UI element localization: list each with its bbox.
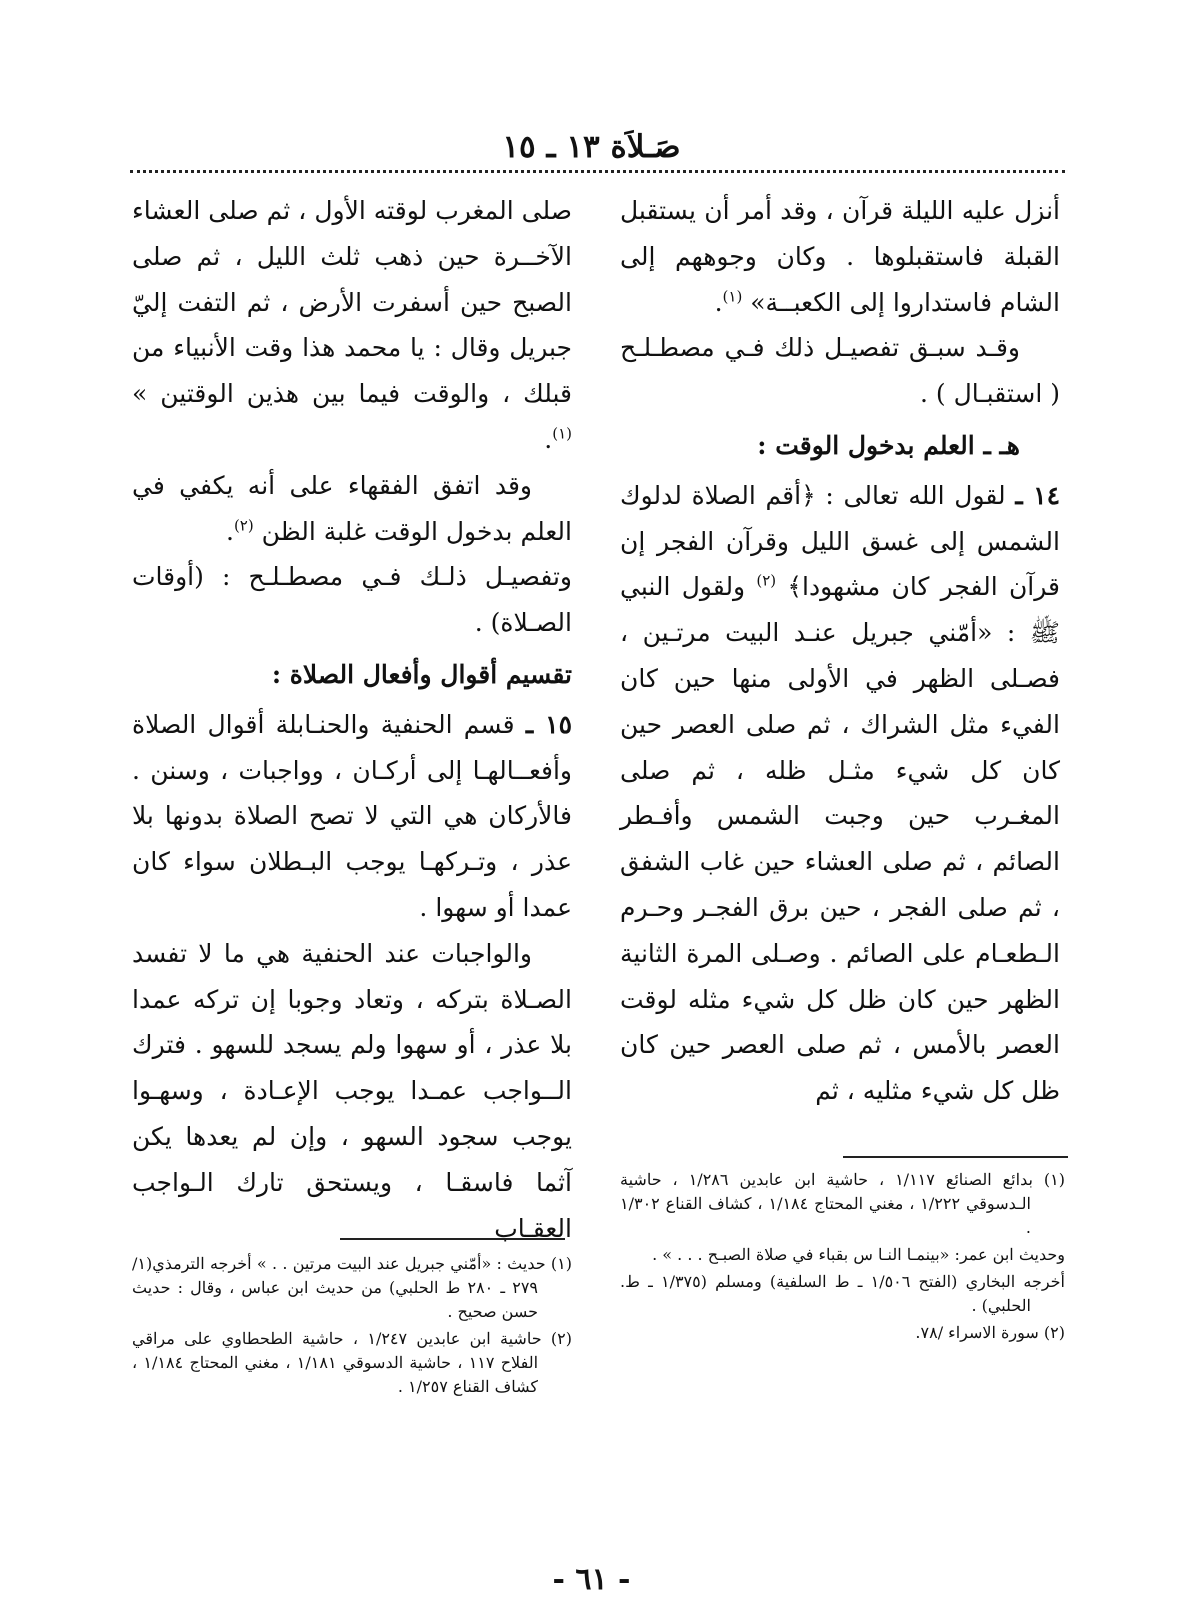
footnote-ref: (٢) — [756, 572, 777, 591]
section-heading: تقسيم أقوال وأفعال الصلاة : — [271, 659, 572, 689]
footnote: وحديث ابن عمر: «بينمـا النـا س بقباء في صلاة الصبـح . . . » . — [652, 1245, 1065, 1264]
footnote-rule — [340, 1238, 565, 1240]
section-number: ١٥ ـ — [525, 709, 573, 739]
paragraph — [132, 463, 572, 555]
paragraph: والواجبات عند الحنفية هي ما لا تفسد الصـلاة بتركه ، وتعاد وجوبا إن تركه عمدا بلا عذر ، أو سهوا ولم يسجد للسهو . فترك الــواجب عمـدا يوجب الإعـادة ، وسهـوا يوجب سجود السهو ، وإن لم يعدها يكن آثما فاسقـا ، ويستحق تارك الـواجب العقـاب — [132, 938, 572, 1243]
paragraph-text: أنزل عليه الليلة قرآن ، وقد أمر أن يستقبل القبلة فاستقبلوها . وكان وجوههم إلى الشام فاستداروا إلى الكعبــة» — [620, 196, 1060, 317]
section-heading: هـ ـ العلم بدخول الوقت : — [757, 430, 1020, 460]
footnote: أخرجه البخاري (الفتح ١/٥٠٦ ـ ط السلفية) ومسلم (١/٣٧٥ ـ ط. الحلبي) . — [620, 1272, 1065, 1315]
section-text: قسم الحنفية والحنـابلة أقوال الصلاة وأفعــالهـا إلى أركـان ، وواجبات ، وسنن . فالأركان هي التي لا تصح الصلاة بدونها بلا عذر ، وتـركهـا يوجب البـطلان سواء كان عمدا أو سهوا . — [132, 709, 572, 922]
footnote-rule — [843, 1156, 1068, 1158]
paragraph: وتفصيـل ذلـك فـي مصطـلـح : (أوقات الصـلاة) . — [132, 562, 572, 638]
footnote-ref: (١) — [552, 424, 572, 443]
section-text: ولقول النبي ﷺ : «أمّني جبريل عنـد البيت مرتـين ، فصـلى الظهر في الأولى منها حين كان الفيء مثل الشراك ، ثم صلى العصر حين كان كل شيء مثـل ظله ، ثم صلى المغـرب حين وجبت الشمس وأفـطر الصائم ، ثم صلى العشاء حين غاب الشفق ، ثم صلى الفجر ، حين برق الفجـر وحـرم الـطعـام على الصائم . وصـلى المرة الثانية الظهر حين كان ظل كل شيء مثله لوقت العصر بالأمس ، ثم صلى العصر حين كان ظل كل شيء مثليه ، ثم — [620, 572, 1060, 1106]
section-text: لقول الله تعالى : ﴿أقم الصلاة لدلوك الشمس إلى غسق الليل وقرآن الفجر إن قرآن الفجر كان مشهودا﴾ — [620, 480, 1060, 602]
footnote-ref: (٢) — [233, 516, 254, 535]
paragraph — [132, 188, 572, 463]
left-column — [132, 188, 572, 1251]
footnotes-right — [620, 1168, 1065, 1348]
paragraph: وقـد سبـق تفصيـل ذلك فـي مصطـلـح ( استقبـال ) . — [620, 333, 1060, 409]
footnotes-left — [132, 1252, 572, 1402]
paragraph-text: وقد اتفق الفقهاء على أنه يكفي في العلم بدخول الوقت غلبة الظن — [132, 470, 572, 546]
section-15 — [132, 702, 572, 931]
paragraph — [620, 188, 1060, 325]
paragraph-end: . — [544, 424, 553, 454]
section-14 — [620, 473, 1060, 1114]
footnote: (١) حديث : «أمّني جبريل عند البيت مرتين . . » أخرجه الترمذي(١/ ٢٧٩ ـ ٢٨٠ ط الحلبي) من حديث ابن عباس ، وقال : حديث حسن صحيح . — [132, 1254, 572, 1321]
footnote: (٢) حاشية ابن عابدين ١/٢٤٧ ، حاشية الطحطاوي على مراقي الفلاح ١١٧ ، حاشية الدسوقي ١/١٨١ ، مغني المحتاج ١/١٨٤ ، كشاف القناع ١/٢٥٧ . — [132, 1329, 573, 1396]
running-head: صَـلاَة ١٣ ـ ١٥ — [502, 129, 681, 165]
header-dotted-rule — [130, 170, 1065, 173]
footnote: (٢) سورة الاسراء /٧٨. — [915, 1323, 1065, 1342]
page-number: - ٦١ - — [552, 1562, 631, 1597]
paragraph-end: . — [714, 287, 723, 317]
paragraph-end: . — [225, 516, 234, 546]
footnote-ref: (١) — [722, 287, 743, 306]
section-number: ١٤ ـ — [1015, 480, 1060, 510]
paragraph-text: صلى المغرب لوقته الأول ، ثم صلى العشاء الآخــرة حين ذهب ثلث الليل ، ثم صلى الصبح حين أسفرت الأرض ، ثم التفت إليّ جبريل وقال : يا محمد هذا وقت الأنبياء من قبلك ، والوقت فيما بين هذين الوقتين » — [132, 196, 572, 409]
right-column — [620, 188, 1060, 1114]
footnote: (١) بدائع الصنائع ١/١١٧ ، حاشية ابن عابدين ١/٢٨٦ ، حاشية الـدسوقي ١/٢٢٢ ، مغني المحتاج ١/١٨٤ ، كشاف القناع ١/٣٠٢ . — [620, 1170, 1065, 1237]
